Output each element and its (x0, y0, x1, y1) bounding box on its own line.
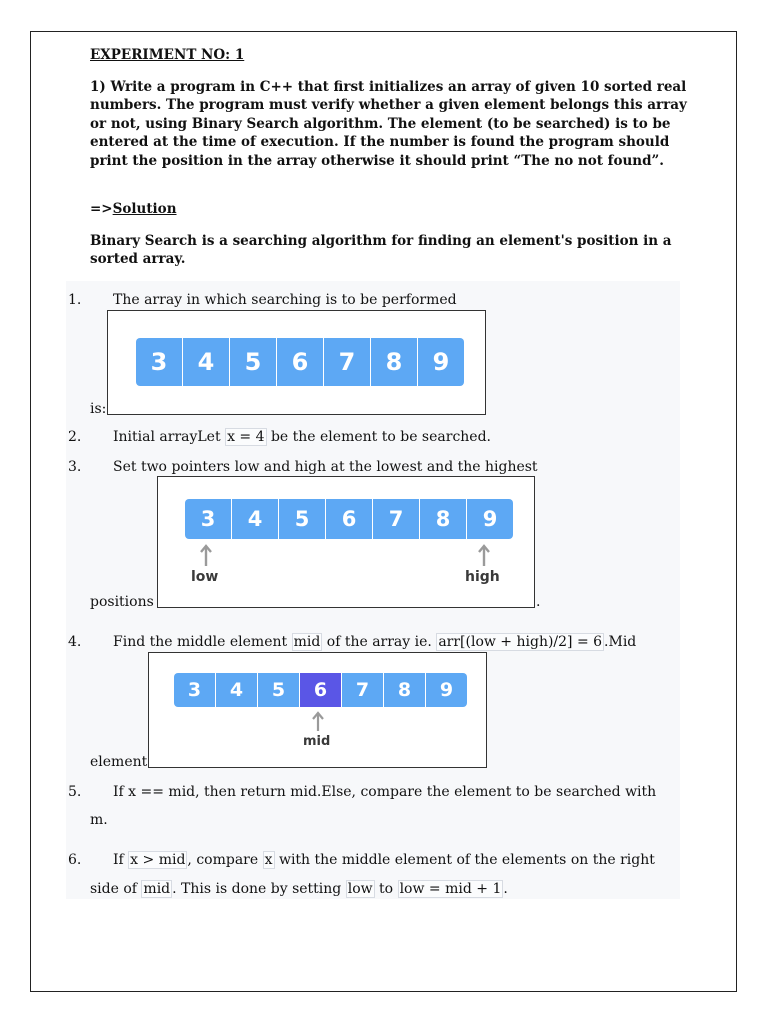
solution-label: Solution (112, 201, 177, 217)
step-2-pre: Initial arrayLet (113, 429, 226, 445)
step-6-code-2: x (264, 852, 273, 868)
figure-array-3 (148, 652, 487, 768)
step-3-trail-end: . (536, 594, 541, 610)
mid-label: mid (303, 734, 331, 749)
array3-cell: 5 (258, 673, 300, 707)
array3-cell: 7 (342, 673, 384, 707)
task-statement: 1) Write a program in C++ that first initializes an array of given 10 sorted real numbers. The program must verify whether a given element belongs this array or not, using Binary Search algorithm. The element (to be searched) is to be entered at the time of execution. If the number is found the program should print the position in the array otherwise it should print “The no not found”. (90, 79, 687, 169)
array1-cell: 7 (324, 338, 371, 386)
step-4-pre: Find the middle element (113, 634, 292, 650)
array1-cell: 6 (277, 338, 324, 386)
array2-cell: 7 (373, 499, 420, 539)
array-1-cells (136, 338, 464, 386)
step-6-pre: If (113, 852, 129, 868)
step-3-trail: positions (90, 594, 154, 610)
solution-prefix: => (90, 201, 113, 217)
step-4-code-2: arr[(low + high)/2] = 6 (438, 634, 603, 650)
step-5-number: 5. (68, 784, 82, 800)
step-4-code-1: mid (293, 634, 321, 650)
step-2-code: x = 4 (227, 429, 265, 445)
array2-cell: 6 (326, 499, 373, 539)
array1-cell: 5 (230, 338, 277, 386)
step-1-number: 1. (68, 292, 82, 308)
step-6-code-5: low = mid + 1 (399, 881, 502, 897)
step-6-code-3: mid (143, 881, 171, 897)
array1-cell: 3 (136, 338, 183, 386)
step-3-text: Set two pointers low and high at the lowest and the highest (113, 459, 538, 475)
array3-cell: 4 (216, 673, 258, 707)
step-5-trail: m. (90, 812, 108, 828)
step-4-number: 4. (68, 634, 82, 650)
low-arrow-icon (199, 543, 213, 567)
array1-cell: 8 (371, 338, 418, 386)
step-5-text: If x == mid, then return mid.Else, compare the element to be searched with (113, 784, 657, 800)
solution-heading (90, 201, 177, 217)
experiment-title: EXPERIMENT NO: 1 (90, 47, 245, 63)
array2-cell: 3 (185, 499, 232, 539)
step-6-line2-mid2: to (374, 881, 398, 897)
figure-array-2 (157, 476, 535, 608)
array2-cell: 4 (232, 499, 279, 539)
array-3-cells (174, 673, 467, 707)
array3-cell: 8 (384, 673, 426, 707)
step-2-number: 2. (68, 429, 82, 445)
array2-cell: 8 (420, 499, 467, 539)
step-4-trail: element (90, 754, 148, 770)
step-6-line2-pre: side of (90, 881, 142, 897)
array1-cell: 9 (418, 338, 464, 386)
mid-arrow-icon (311, 710, 325, 732)
step-6-code-1: x > mid (130, 852, 186, 868)
step-1-text: The array in which searching is to be performed (113, 292, 457, 308)
step-6-line2-end: . (503, 881, 508, 897)
step-6-line2-mid: . This is done by setting (172, 881, 346, 897)
step-6-number: 6. (68, 852, 82, 868)
step-1-trail: is: (90, 401, 107, 417)
step-4-post: .Mid (604, 634, 637, 650)
step-2-post: be the element to be searched. (266, 429, 491, 445)
step-2-text (113, 429, 491, 445)
high-label: high (465, 569, 500, 585)
intro-paragraph: Binary Search is a searching algorithm for finding an element's position in a sorted array. (90, 233, 672, 268)
array1-cell: 4 (183, 338, 230, 386)
step-6-line-1 (113, 852, 655, 868)
figure-array-1 (107, 310, 486, 415)
step-6-post: with the middle element of the elements on the right (274, 852, 655, 868)
step-6-line-2 (90, 881, 508, 897)
array2-cell: 5 (279, 499, 326, 539)
array3-cell: 6 (300, 673, 342, 707)
step-4-text (113, 634, 636, 650)
step-6-mid-1: , compare (187, 852, 263, 868)
step-6-code-4: low (347, 881, 373, 897)
array3-cell: 3 (174, 673, 216, 707)
array2-cell: 9 (467, 499, 513, 539)
high-arrow-icon (477, 543, 491, 567)
low-label: low (191, 569, 219, 585)
array3-cell: 9 (426, 673, 467, 707)
step-3-number: 3. (68, 459, 82, 475)
array-2-cells (185, 499, 513, 539)
step-4-mid: of the array ie. (322, 634, 437, 650)
